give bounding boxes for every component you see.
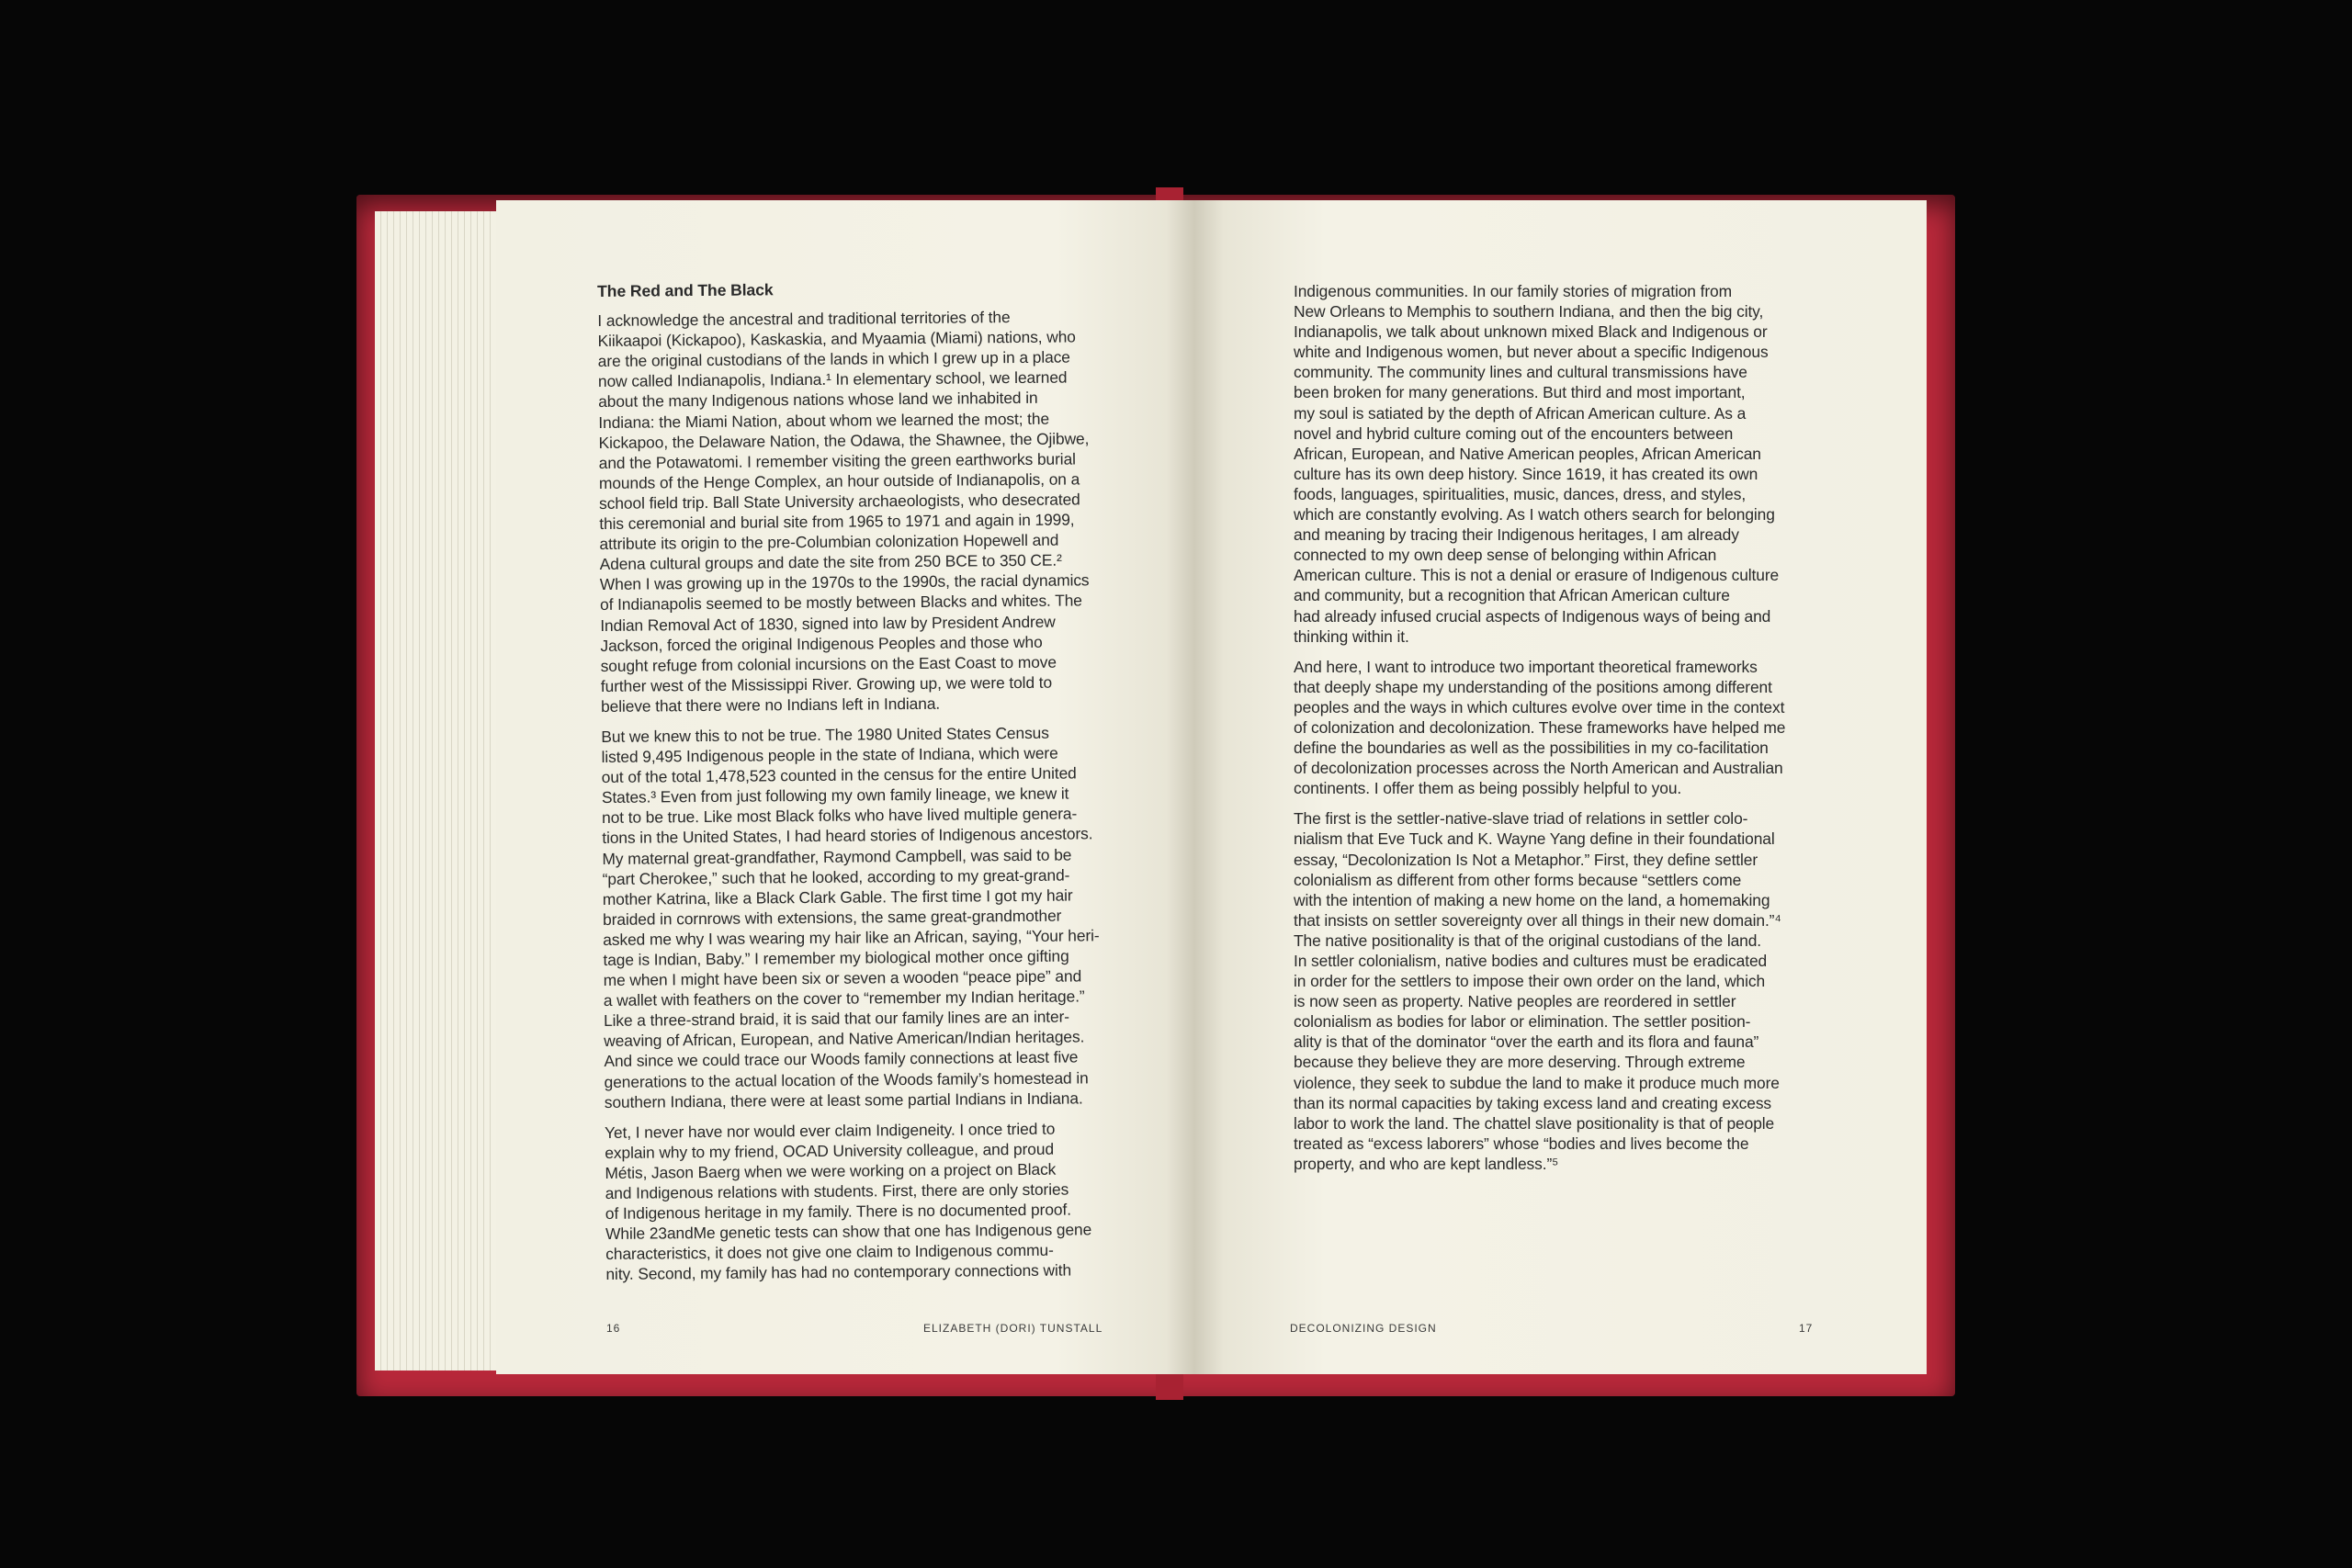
- text-line: peoples and the ways in which cultures evolve over time in the context: [1294, 697, 1785, 716]
- text-line: school field trip. Ball State University archaeologists, who desecrated: [599, 490, 1080, 513]
- chapter-heading: The Red and The Black: [597, 280, 774, 300]
- text-line: sought refuge from colonial incursions on the East Coast to move: [600, 652, 1057, 675]
- running-head-author: ELIZABETH (DORI) TUNSTALL: [923, 1322, 1103, 1335]
- text-line: and meaning by tracing their Indigenous heritages, I am already: [1294, 525, 1739, 545]
- text-line: than its normal capacities by taking excess land and creating excess: [1294, 1093, 1772, 1112]
- right-page-text: [1294, 281, 1817, 1184]
- text-line: property, and who are kept landless.”⁵: [1294, 1154, 1559, 1173]
- text-line: about the many Indigenous nations whose land we inhabited in: [598, 389, 1038, 412]
- text-line: “part Cherokee,” such that he looked, according to my great-grand-: [602, 865, 1070, 888]
- text-line: not to be true. Like most Black folks who have lived multiple genera-: [602, 804, 1078, 828]
- text-line: labor to work the land. The chattel slave positionality is that of people: [1294, 1113, 1775, 1133]
- right-paragraphs: [1294, 281, 1817, 1174]
- text-line: me when I might have been six or seven a wooden “peace pipe” and: [603, 966, 1082, 990]
- text-line: weaving of African, European, and Native American/Indian heritages.: [604, 1027, 1085, 1051]
- text-line: listed 9,495 Indigenous people in the state of Indiana, which were: [601, 743, 1058, 767]
- text-line: ality is that of the dominator “over the earth and its flora and fauna”: [1294, 1032, 1759, 1052]
- text-line: Indigenous communities. In our family stories of migration from: [1294, 282, 1732, 300]
- left-paragraphs: [597, 306, 1138, 1284]
- text-line: characteristics, it does not give one claim to Indigenous commu-: [605, 1241, 1054, 1264]
- text-line: believe that there were no Indians left in Indiana.: [600, 694, 941, 716]
- text-line: I acknowledge the ancestral and traditional territories of the: [597, 308, 1011, 331]
- text-line: are the original custodians of the lands in which I grew up in a place: [597, 347, 1070, 371]
- text-line: asked me why I was wearing my hair like an African, saying, “Your heri-: [603, 926, 1100, 949]
- text-line: Indian Removal Act of 1830, signed into law by President Andrew: [600, 612, 1056, 635]
- text-line: States.³ Even from just following my own family lineage, we knew it: [601, 784, 1069, 807]
- text-line: generations to the actual location of the Woods family’s homestead in: [604, 1067, 1089, 1091]
- text-line: Métis, Jason Baerg when we were working on a project on Black: [605, 1159, 1057, 1182]
- text-line: of Indianapolis seemed to be mostly between Blacks and whites. The: [599, 591, 1082, 615]
- text-line: In settler colonialism, native bodies and cultures must be eradicated: [1294, 952, 1768, 970]
- text-line: and community, but a recognition that African American culture: [1294, 586, 1730, 605]
- text-line: Indianapolis, we talk about unknown mixed Black and Indigenous or: [1294, 322, 1768, 342]
- text-line: white and Indigenous women, but never about a specific Indigenous: [1294, 343, 1769, 362]
- text-line: tions in the United States, I had heard stories of Indigenous ancestors.: [602, 824, 1093, 848]
- text-line: had already infused crucial aspects of Indigenous ways of being and: [1294, 606, 1771, 626]
- text-line: Indiana: the Miami Nation, about whom we learned the most; the: [598, 409, 1050, 432]
- text-line: novel and hybrid culture coming out of the encounters between: [1294, 423, 1734, 443]
- paragraph: [605, 1118, 1139, 1285]
- text-line: southern Indiana, there were at least some partial Indians in Indiana.: [604, 1089, 1083, 1111]
- text-line: treated as “excess laborers” whose “bodies and lives become the: [1294, 1134, 1749, 1153]
- text-line: When I was growing up in the 1970s to the 1990s, the racial dynamics: [599, 570, 1090, 594]
- text-line: nialism that Eve Tuck and K. Wayne Yang define in their foundational: [1294, 829, 1775, 849]
- text-line: colonialism as different from other forms because “settlers come: [1294, 870, 1742, 889]
- text-line: connected to my own deep sense of belonging within African: [1294, 546, 1717, 565]
- text-line: with the intention of making a new home on the land, a homemaking: [1294, 890, 1770, 909]
- text-line: been broken for many generations. But third and most important,: [1294, 383, 1746, 402]
- text-line: explain why to my friend, OCAD University colleague, and proud: [605, 1139, 1055, 1162]
- page-number-left: 16: [606, 1322, 621, 1335]
- page-number-right: 17: [1799, 1322, 1814, 1335]
- text-line: Kiikaapoi (Kickapoo), Kaskaskia, and Myaamia (Miami) nations, who: [597, 327, 1076, 351]
- left-page: [496, 200, 1194, 1374]
- page-stack-edge: [375, 211, 513, 1371]
- text-line: Like a three-strand braid, it is said that our family lines are an inter-: [603, 1007, 1070, 1031]
- text-line: of colonization and decolonization. These frameworks have helped me: [1294, 717, 1786, 737]
- text-line: New Orleans to Memphis to southern Indiana, and then the big city,: [1294, 302, 1764, 321]
- text-line: Kickapoo, the Delaware Nation, the Odawa, the Shawnee, the Ojibwe,: [598, 428, 1090, 452]
- text-line: While 23andMe genetic tests can show that one has Indigenous gene: [605, 1220, 1092, 1244]
- text-line: thinking within it.: [1294, 626, 1409, 646]
- text-line: attribute its origin to the pre-Columbian colonization Hopewell and: [599, 530, 1059, 554]
- text-line: which are constantly evolving. As I watch others search for belonging: [1294, 505, 1775, 525]
- text-line: tage is Indian, Baby.” I remember my biological mother once gifting: [603, 946, 1069, 969]
- text-line: community. The community lines and cultural transmissions have: [1294, 363, 1747, 382]
- text-line: foods, languages, spiritualities, music, dances, dress, and styles,: [1294, 484, 1747, 503]
- text-line: because they believe they are more deserving. Through extreme: [1294, 1053, 1746, 1072]
- text-line: The first is the settler-native-slave triad of relations in settler colo-: [1294, 809, 1748, 829]
- paragraph: [1294, 808, 1817, 1174]
- text-line: this ceremonial and burial site from 1965 to 1971 and again in 1999,: [599, 510, 1075, 534]
- text-line: continents. I offer them as being possibly helpful to you.: [1294, 779, 1682, 798]
- text-line: of decolonization processes across the North American and Australian: [1294, 759, 1783, 778]
- text-line: violence, they seek to subdue the land to make it produce much more: [1294, 1073, 1780, 1092]
- text-line: now called Indianapolis, Indiana.¹ In elementary school, we learned: [597, 367, 1068, 391]
- text-line: Jackson, forced the original Indigenous Peoples and those who: [600, 632, 1043, 655]
- text-line: And since we could trace our Woods family connections at least five: [604, 1047, 1079, 1071]
- paragraph: [597, 306, 1134, 716]
- text-line: braided in cornrows with extensions, the same great-grandmother: [602, 906, 1062, 929]
- text-line: in order for the settlers to impose their own order on the land, which: [1294, 972, 1766, 991]
- text-line: a wallet with feathers on the cover to “remember my Indian heritage.”: [603, 987, 1085, 1010]
- text-line: culture has its own deep history. Since 1619, it has created its own: [1294, 464, 1758, 483]
- text-line: Adena cultural groups and date the site from 250 BCE to 350 CE.²: [599, 550, 1062, 574]
- text-line: of Indigenous heritage in my family. There is no documented proof.: [605, 1200, 1071, 1224]
- text-line: mother Katrina, like a Black Clark Gable. The first time I got my hair: [602, 886, 1073, 908]
- text-line: mounds of the Henge Complex, an hour outside of Indianapolis, on a: [598, 469, 1080, 492]
- paragraph: [1294, 657, 1817, 799]
- text-line: that insists on settler sovereignty over all things in their new domain.”⁴: [1294, 910, 1781, 930]
- text-line: African, European, and Native American peoples, African American: [1294, 444, 1761, 463]
- paragraph: [601, 722, 1137, 1112]
- text-line: Yet, I never have nor would ever claim Indigeneity. I once tried to: [605, 1119, 1056, 1142]
- running-head-title: DECOLONIZING DESIGN: [1290, 1322, 1437, 1335]
- text-line: and Indigenous relations with students. First, there are only stories: [605, 1179, 1069, 1202]
- text-line: out of the total 1,478,523 counted in the census for the entire United: [601, 763, 1077, 787]
- left-page-text: [597, 276, 1139, 1295]
- text-line: But we knew this to not be true. The 1980 United States Census: [601, 723, 1049, 746]
- paragraph: [1294, 281, 1817, 647]
- text-line: colonialism as bodies for labor or elimination. The settler position-: [1294, 1012, 1751, 1032]
- text-line: essay, “Decolonization Is Not a Metaphor.” First, they define settler: [1294, 850, 1758, 869]
- text-line: my soul is satiated by the depth of African American culture. As a: [1294, 403, 1747, 423]
- text-line: nity. Second, my family has had no contemporary connections with: [605, 1260, 1072, 1284]
- text-line: The native positionality is that of the original custodians of the land.: [1294, 931, 1762, 950]
- text-line: is now seen as property. Native peoples are reordered in settler: [1294, 992, 1736, 1011]
- text-line: define the boundaries as well as the possibilities in my co-facilitation: [1294, 739, 1769, 758]
- text-line: And here, I want to introduce two important theoretical frameworks: [1294, 657, 1758, 676]
- text-line: and the Potawatomi. I remember visiting the green earthworks burial: [598, 449, 1076, 472]
- text-line: that deeply shape my understanding of the positions among different: [1294, 677, 1772, 696]
- right-page: [1194, 200, 1927, 1374]
- text-line: American culture. This is not a denial or erasure of Indigenous culture: [1294, 566, 1780, 585]
- text-line: further west of the Mississippi River. Growing up, we were told to: [600, 672, 1053, 695]
- text-line: My maternal great-grandfather, Raymond Campbell, was said to be: [602, 845, 1072, 868]
